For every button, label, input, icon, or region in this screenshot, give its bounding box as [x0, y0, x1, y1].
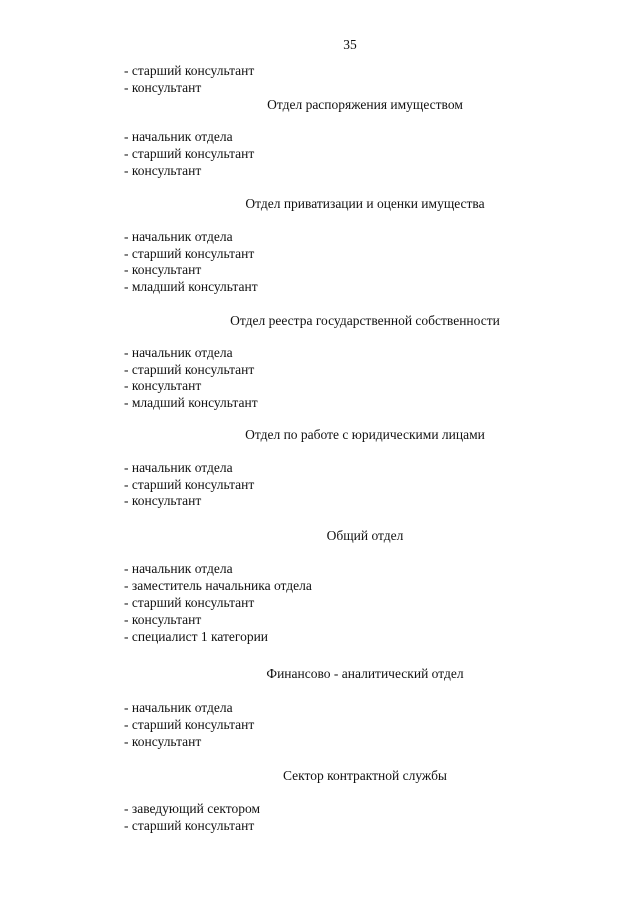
section-title: Отдел по работе с юридическими лицами — [245, 427, 485, 442]
list-item: - старший консультант — [124, 477, 255, 492]
list-item: - младший консультант — [124, 279, 258, 294]
section-title: Финансово - аналитический отдел — [266, 666, 464, 681]
list-item: - консультант — [124, 80, 202, 95]
section-title: Отдел приватизации и оценки имущества — [245, 196, 485, 211]
list-item: - консультант — [124, 163, 202, 178]
list-item: - консультант — [124, 378, 202, 393]
list-item: - заведующий сектором — [124, 801, 261, 816]
list-item: - старший консультант — [124, 362, 255, 377]
list-item: - старший консультант — [124, 717, 255, 732]
list-item: - начальник отдела — [124, 700, 233, 715]
list-item: - начальник отдела — [124, 460, 233, 475]
list-item: - старший консультант — [124, 595, 255, 610]
list-item: - заместитель начальника отдела — [124, 578, 312, 593]
list-item: - начальник отдела — [124, 345, 233, 360]
section-title: Отдел распоряжения имуществом — [267, 97, 463, 112]
section-title: Отдел реестра государственной собственности — [230, 313, 500, 328]
section-title: Сектор контрактной службы — [282, 768, 448, 783]
list-item: - специалист 1 категории — [124, 629, 269, 644]
list-item: - старший консультант — [124, 246, 255, 261]
section-title: Общий отдел — [326, 528, 404, 543]
page-number: 35 — [343, 37, 357, 52]
list-item: - консультант — [124, 262, 202, 277]
list-item: - младший консультант — [124, 395, 258, 410]
list-item: - консультант — [124, 612, 202, 627]
list-item: - старший консультант — [124, 818, 255, 833]
list-item: - консультант — [124, 493, 202, 508]
list-item: - старший консультант — [124, 146, 255, 161]
list-item: - начальник отдела — [124, 561, 233, 576]
list-item: - начальник отдела — [124, 129, 233, 144]
list-item: - старший консультант — [124, 63, 255, 78]
list-item: - консультант — [124, 734, 202, 749]
list-item: - начальник отдела — [124, 229, 233, 244]
